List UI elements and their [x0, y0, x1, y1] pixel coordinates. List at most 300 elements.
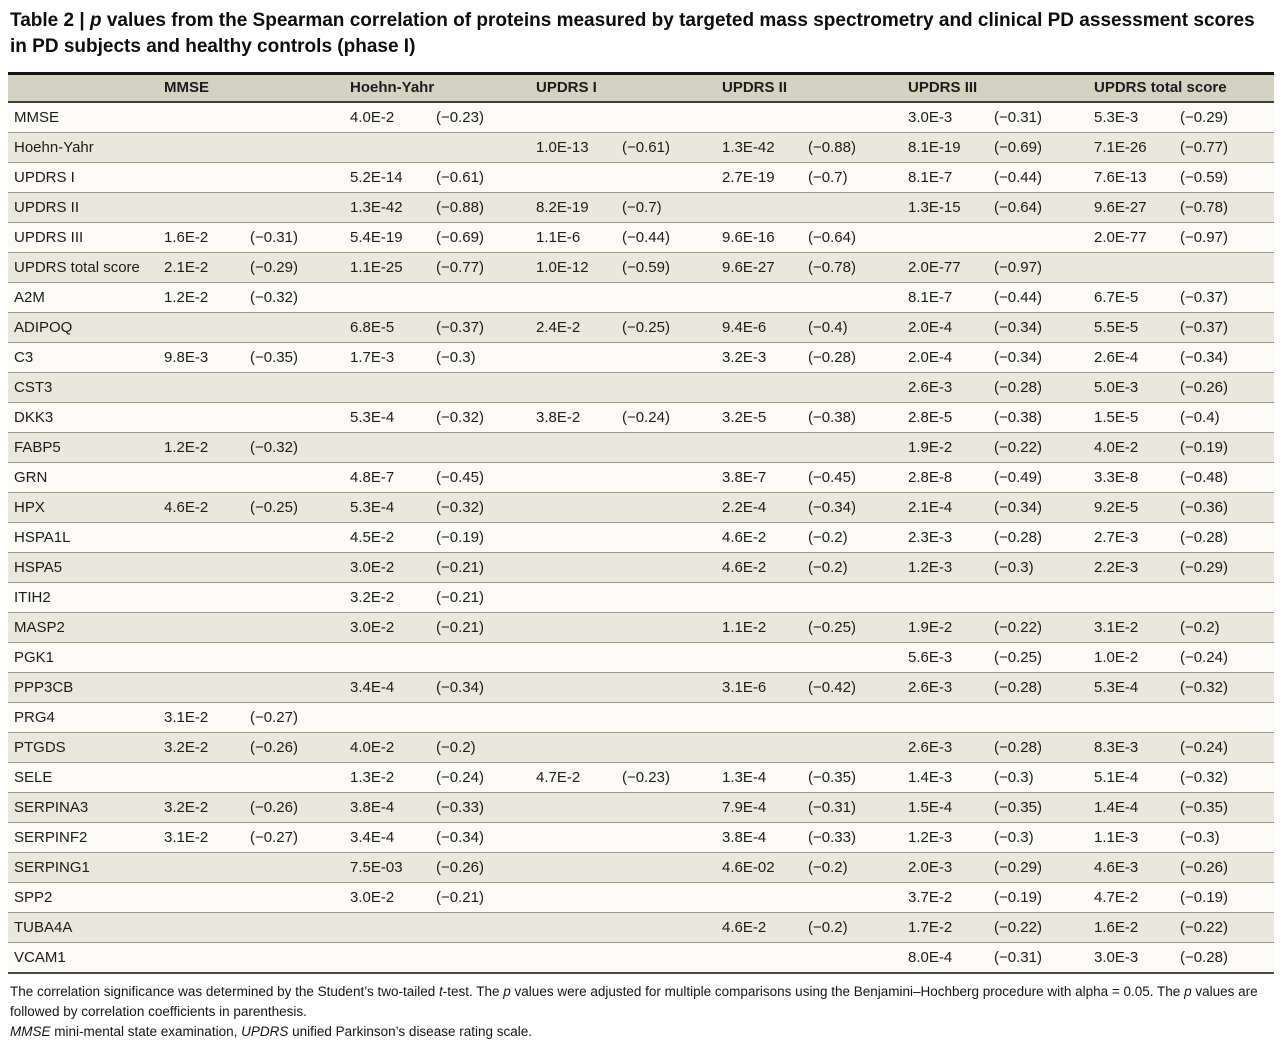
protein-label: UPDRS III	[8, 223, 158, 253]
protein-label: C3	[8, 343, 158, 373]
p-value-cell: 6.8E-5	[344, 313, 430, 343]
correlation-cell: (−0.24)	[616, 403, 716, 433]
p-value-cell: 1.3E-42	[344, 193, 430, 223]
table-row	[8, 823, 1274, 853]
correlation-cell	[802, 433, 902, 463]
correlation-cell	[244, 163, 344, 193]
p-value-cell: 4.0E-2	[344, 733, 430, 763]
correlation-cell	[988, 583, 1088, 613]
correlation-cell: (−0.36)	[1174, 493, 1274, 523]
correlation-cell	[988, 703, 1088, 733]
p-value-cell	[530, 343, 616, 373]
correlation-cell: (−0.29)	[1180, 109, 1228, 126]
correlation-cell: (−0.7)	[616, 193, 716, 223]
table-row	[8, 913, 1274, 943]
p-value-cell	[158, 163, 244, 193]
correlation-cell: (−0.32)	[1174, 763, 1274, 793]
correlation-cell	[802, 283, 902, 313]
correlation-cell	[802, 373, 902, 403]
p-value-cell: 1.4E-3	[902, 763, 988, 793]
correlation-cell	[430, 373, 530, 403]
correlation-cell: (−0.19)	[988, 883, 1088, 913]
table-row	[8, 433, 1274, 463]
table-title	[10, 8, 1260, 60]
correlation-cell: (−0.22)	[1174, 913, 1274, 943]
p-value-cell: 4.8E-7	[344, 463, 430, 493]
italic-text: p	[503, 984, 511, 999]
text-run: -test. The	[442, 984, 504, 999]
correlation-cell	[1174, 703, 1274, 733]
p-value-cell	[530, 643, 616, 673]
correlation-cell: (−0.44)	[616, 223, 716, 253]
table-row	[8, 102, 1274, 133]
correlation-cell: (−0.23)	[436, 109, 484, 126]
correlation-cell: (−0.3)	[988, 553, 1088, 583]
correlation-cell: (−0.34)	[430, 673, 530, 703]
p-value-cell: 7.5E-03	[344, 853, 430, 883]
p-value-cell	[530, 823, 616, 853]
p-value-cell: 9.6E-27	[716, 253, 802, 283]
p-value-cell: 3.1E-2	[158, 703, 244, 733]
protein-label: PTGDS	[8, 733, 158, 763]
p-value-cell: 4.7E-2	[530, 763, 616, 793]
p-value-cell: 2.6E-3	[902, 373, 988, 403]
p-value-cell: 3.0E-3	[1088, 943, 1174, 974]
table-row	[8, 283, 1274, 313]
p-value-cell: 7.6E-13	[1088, 163, 1174, 193]
table-row	[8, 223, 1274, 253]
p-value-cell: 1.3E-42	[716, 133, 802, 163]
correlation-cell: (−0.2)	[430, 733, 530, 763]
correlation-cell	[616, 163, 716, 193]
correlation-cell	[802, 643, 902, 673]
correlation-cell: (−0.59)	[616, 253, 716, 283]
p-value-cell	[158, 673, 244, 703]
correlation-cell	[616, 102, 716, 133]
correlation-cell	[616, 433, 716, 463]
protein-label: ADIPOQ	[8, 313, 158, 343]
p-value-cell: 1.1E-3	[1088, 823, 1174, 853]
p-value-cell	[716, 373, 802, 403]
header-cell: Hoehn-Yahr	[344, 74, 530, 103]
correlation-cell	[244, 133, 344, 163]
correlation-table	[8, 72, 1274, 974]
correlation-cell: (−0.28)	[988, 733, 1088, 763]
header-cell: MMSE	[158, 74, 344, 103]
p-value-cell: 4.6E-3	[1088, 853, 1174, 883]
correlation-cell: (−0.31)	[994, 109, 1042, 126]
p-value-cell	[344, 703, 430, 733]
p-value-cell: 8.1E-7	[902, 163, 988, 193]
correlation-cell: (−0.61)	[616, 133, 716, 163]
p-value-cell: 8.1E-19	[902, 133, 988, 163]
p-value-cell	[158, 313, 244, 343]
table-row	[8, 133, 1274, 163]
p-value-cell: 3.0E-3	[908, 109, 953, 126]
p-value-cell: 3.2E-2	[158, 733, 244, 763]
p-value-cell: 2.3E-3	[902, 523, 988, 553]
footnote-line	[10, 1022, 1270, 1042]
text-run: Table 2 |	[10, 10, 90, 31]
p-value-cell	[158, 583, 244, 613]
correlation-cell: (−0.31)	[802, 793, 902, 823]
correlation-cell	[244, 523, 344, 553]
p-value-cell: 3.8E-2	[530, 403, 616, 433]
correlation-cell	[616, 673, 716, 703]
protein-label: UPDRS I	[8, 163, 158, 193]
correlation-cell	[802, 583, 902, 613]
p-value-cell: 6.7E-5	[1088, 283, 1174, 313]
correlation-cell: (−0.26)	[244, 793, 344, 823]
p-value-cell: 1.7E-3	[344, 343, 430, 373]
p-value-cell: 2.6E-3	[902, 733, 988, 763]
p-value-cell: 1.9E-2	[902, 433, 988, 463]
p-value-cell	[158, 523, 244, 553]
p-value-cell: 4.0E-2	[1088, 433, 1174, 463]
p-value-cell	[530, 883, 616, 913]
correlation-cell: (−0.31)	[244, 223, 344, 253]
protein-label: A2M	[8, 283, 158, 313]
correlation-cell: (−0.26)	[244, 733, 344, 763]
correlation-cell: (−0.44)	[988, 163, 1088, 193]
protein-label: CST3	[8, 373, 158, 403]
correlation-cell: (−0.34)	[988, 493, 1088, 523]
correlation-cell: (−0.2)	[802, 853, 902, 883]
correlation-cell: (−0.35)	[1174, 793, 1274, 823]
p-value-cell: 8.2E-19	[530, 193, 616, 223]
correlation-cell: (−0.22)	[988, 913, 1088, 943]
table-row	[8, 343, 1274, 373]
correlation-cell	[430, 643, 530, 673]
protein-label: SERPINF2	[8, 823, 158, 853]
p-value-cell	[158, 193, 244, 223]
correlation-cell: (−0.26)	[1174, 853, 1274, 883]
table-row	[8, 703, 1274, 733]
p-value-cell	[902, 583, 988, 613]
p-value-cell: 1.0E-13	[530, 133, 616, 163]
protein-label: TUBA4A	[8, 913, 158, 943]
p-value-cell	[158, 553, 244, 583]
p-value-cell	[530, 733, 616, 763]
p-value-cell: 4.5E-2	[344, 523, 430, 553]
p-value-cell: 2.0E-77	[902, 253, 988, 283]
protein-label: HSPA1L	[8, 523, 158, 553]
p-value-cell: 1.1E-2	[716, 613, 802, 643]
table-row	[8, 763, 1274, 793]
p-value-cell: 9.6E-27	[1088, 193, 1174, 223]
correlation-cell: (−0.34)	[988, 313, 1088, 343]
p-value-cell: 3.3E-8	[1088, 463, 1174, 493]
p-value-cell: 2.8E-8	[902, 463, 988, 493]
p-value-cell	[716, 433, 802, 463]
p-value-cell: 3.1E-2	[1088, 613, 1174, 643]
correlation-cell: (−0.28)	[802, 343, 902, 373]
correlation-cell: (−0.23)	[616, 763, 716, 793]
correlation-cell	[430, 703, 530, 733]
p-value-cell: 4.7E-2	[1088, 883, 1174, 913]
header-cell: UPDRS II	[716, 74, 902, 103]
correlation-cell	[244, 913, 344, 943]
correlation-cell: (−0.69)	[430, 223, 530, 253]
correlation-cell: (−0.3)	[988, 823, 1088, 853]
footnote-line	[10, 982, 1270, 1022]
correlation-cell: (−0.3)	[1174, 823, 1274, 853]
p-value-cell	[530, 583, 616, 613]
p-value-cell: 1.6E-2	[158, 223, 244, 253]
correlation-cell: (−0.31)	[988, 943, 1088, 974]
correlation-cell: (−0.49)	[988, 463, 1088, 493]
correlation-cell	[1174, 583, 1274, 613]
p-value-cell: 2.8E-5	[902, 403, 988, 433]
correlation-cell	[616, 703, 716, 733]
correlation-cell: (−0.33)	[430, 793, 530, 823]
p-value-cell	[530, 673, 616, 703]
table-row	[8, 733, 1274, 763]
correlation-cell	[244, 403, 344, 433]
correlation-cell: (−0.32)	[244, 283, 344, 313]
p-value-cell: 3.2E-2	[344, 583, 430, 613]
correlation-cell: (−0.35)	[802, 763, 902, 793]
p-value-cell: 3.0E-2	[344, 883, 430, 913]
correlation-cell: (−0.77)	[430, 253, 530, 283]
p-value-cell	[158, 102, 244, 133]
correlation-cell	[1174, 253, 1274, 283]
correlation-cell	[802, 733, 902, 763]
p-value-cell	[158, 613, 244, 643]
footnotes	[10, 982, 1270, 1042]
p-value-cell: 2.0E-77	[1088, 223, 1174, 253]
p-value-cell	[530, 913, 616, 943]
text-run: values were adjusted for multiple comparisons using the Benjamini–Hochberg procedure with alpha = 0.05. The	[510, 984, 1185, 999]
p-value-cell: 2.0E-3	[902, 853, 988, 883]
correlation-cell	[244, 853, 344, 883]
correlation-cell	[244, 553, 344, 583]
correlation-cell: (−0.38)	[988, 403, 1088, 433]
protein-label: SERPING1	[8, 853, 158, 883]
p-value-cell	[716, 943, 802, 974]
correlation-cell: (−0.22)	[988, 613, 1088, 643]
correlation-cell	[244, 643, 344, 673]
correlation-cell: (−0.34)	[430, 823, 530, 853]
correlation-cell: (−0.3)	[430, 343, 530, 373]
protein-label: SERPINA3	[8, 793, 158, 823]
p-value-cell: 1.1E-6	[530, 223, 616, 253]
protein-label: GRN	[8, 463, 158, 493]
protein-label: UPDRS total score	[8, 253, 158, 283]
table-row	[8, 613, 1274, 643]
correlation-cell: (−0.21)	[430, 883, 530, 913]
p-value-cell	[344, 373, 430, 403]
correlation-cell	[430, 283, 530, 313]
text-run: The correlation significance was determined by the Student’s two-tailed	[10, 984, 439, 999]
correlation-cell	[988, 223, 1088, 253]
correlation-cell: (−0.97)	[988, 253, 1088, 283]
p-value-cell: 5.2E-14	[344, 163, 430, 193]
p-value-cell: 4.6E-2	[716, 523, 802, 553]
p-value-cell: 1.7E-2	[902, 913, 988, 943]
p-value-cell	[158, 403, 244, 433]
correlation-cell	[616, 613, 716, 643]
correlation-cell	[430, 133, 530, 163]
correlation-cell: (−0.2)	[1174, 613, 1274, 643]
correlation-cell: (−0.3)	[988, 763, 1088, 793]
p-value-cell	[530, 613, 616, 643]
p-value-cell: 2.2E-4	[716, 493, 802, 523]
correlation-cell	[802, 943, 902, 974]
italic-text: p	[1184, 984, 1192, 999]
p-value-cell	[530, 943, 616, 974]
italic-text: p	[89, 10, 102, 31]
protein-label: HPX	[8, 493, 158, 523]
p-value-cell	[716, 733, 802, 763]
italic-text: t	[438, 984, 443, 999]
table-row	[8, 313, 1274, 343]
p-value-cell: 1.3E-15	[902, 193, 988, 223]
p-value-cell	[716, 703, 802, 733]
p-value-cell	[344, 433, 430, 463]
p-value-cell: 3.8E-4	[344, 793, 430, 823]
correlation-cell: (−0.7)	[802, 163, 902, 193]
p-value-cell: 9.6E-16	[716, 223, 802, 253]
text-run: mini-mental state examination,	[50, 1024, 242, 1039]
p-value-cell: 2.0E-4	[902, 343, 988, 373]
correlation-cell: (−0.34)	[988, 343, 1088, 373]
p-value-cell: 1.1E-25	[344, 253, 430, 283]
p-value-cell	[158, 133, 244, 163]
p-value-cell: 3.4E-4	[344, 823, 430, 853]
correlation-cell: (−0.28)	[1174, 943, 1274, 974]
correlation-cell: (−0.45)	[430, 463, 530, 493]
correlation-cell: (−0.35)	[988, 793, 1088, 823]
p-value-cell	[902, 703, 988, 733]
correlation-cell: (−0.35)	[244, 343, 344, 373]
protein-label: SELE	[8, 763, 158, 793]
correlation-cell: (−0.28)	[988, 523, 1088, 553]
table-row	[8, 643, 1274, 673]
correlation-cell: (−0.21)	[430, 583, 530, 613]
correlation-cell: (−0.24)	[1174, 643, 1274, 673]
p-value-cell: 2.1E-4	[902, 493, 988, 523]
p-value-cell: 1.2E-2	[158, 283, 244, 313]
protein-label: MASP2	[8, 613, 158, 643]
correlation-cell	[244, 883, 344, 913]
correlation-cell: (−0.37)	[1174, 283, 1274, 313]
p-value-cell	[716, 102, 802, 133]
p-value-cell	[530, 373, 616, 403]
text-run: unified Parkinson’s disease rating scale.	[288, 1024, 532, 1039]
p-value-cell: 9.8E-3	[158, 343, 244, 373]
correlation-cell: (−0.26)	[430, 853, 530, 883]
correlation-cell	[430, 433, 530, 463]
correlation-cell: (−0.44)	[988, 283, 1088, 313]
p-value-cell: 5.3E-4	[1088, 673, 1174, 703]
p-value-cell: 1.5E-4	[902, 793, 988, 823]
correlation-cell	[430, 913, 530, 943]
p-value-cell	[158, 883, 244, 913]
correlation-cell	[616, 883, 716, 913]
italic-text: UPDRS	[241, 1024, 289, 1039]
correlation-cell: (−0.61)	[430, 163, 530, 193]
correlation-cell	[616, 823, 716, 853]
p-value-cell	[344, 943, 430, 974]
p-value-cell	[530, 553, 616, 583]
p-value-cell: 4.6E-2	[716, 553, 802, 583]
protein-label: DKK3	[8, 403, 158, 433]
correlation-cell: (−0.24)	[430, 763, 530, 793]
p-value-cell: 7.9E-4	[716, 793, 802, 823]
correlation-cell	[616, 643, 716, 673]
header-cell-empty	[8, 74, 158, 103]
correlation-cell: (−0.21)	[430, 613, 530, 643]
protein-label: Hoehn-Yahr	[8, 133, 158, 163]
correlation-cell: (−0.59)	[1174, 163, 1274, 193]
p-value-cell: 3.4E-4	[344, 673, 430, 703]
correlation-cell	[616, 943, 716, 974]
p-value-cell	[716, 583, 802, 613]
correlation-cell: (−0.2)	[802, 523, 902, 553]
p-value-cell: 3.8E-4	[716, 823, 802, 853]
correlation-cell	[616, 853, 716, 883]
italic-text: MMSE	[10, 1024, 51, 1039]
correlation-cell	[616, 553, 716, 583]
correlation-cell	[802, 703, 902, 733]
correlation-cell: (−0.77)	[1174, 133, 1274, 163]
table-row	[8, 193, 1274, 223]
p-value-cell	[530, 493, 616, 523]
table-body	[8, 102, 1274, 973]
correlation-cell: (−0.88)	[802, 133, 902, 163]
header-cell: UPDRS III	[902, 74, 1088, 103]
p-value-cell: 1.3E-4	[716, 763, 802, 793]
p-value-cell: 1.9E-2	[902, 613, 988, 643]
p-value-cell: 1.3E-2	[344, 763, 430, 793]
p-value-cell	[158, 643, 244, 673]
p-value-cell: 3.0E-2	[344, 553, 430, 583]
correlation-cell	[616, 733, 716, 763]
p-value-cell	[530, 463, 616, 493]
correlation-cell	[244, 673, 344, 703]
p-value-cell	[530, 853, 616, 883]
correlation-cell: (−0.28)	[1174, 523, 1274, 553]
p-value-cell	[158, 373, 244, 403]
correlation-cell: (−0.29)	[1174, 553, 1274, 583]
correlation-cell: (−0.32)	[430, 493, 530, 523]
p-value-cell: 1.4E-4	[1088, 793, 1174, 823]
table-row	[8, 883, 1274, 913]
correlation-cell: (−0.38)	[802, 403, 902, 433]
p-value-cell: 3.7E-2	[902, 883, 988, 913]
correlation-cell	[244, 193, 344, 223]
table-row	[8, 943, 1274, 974]
correlation-cell: (−0.32)	[430, 403, 530, 433]
correlation-cell: (−0.27)	[244, 823, 344, 853]
table-row	[8, 793, 1274, 823]
correlation-cell: (−0.48)	[1174, 463, 1274, 493]
correlation-cell	[616, 583, 716, 613]
p-value-cell	[344, 283, 430, 313]
correlation-cell: (−0.25)	[988, 643, 1088, 673]
correlation-cell	[616, 523, 716, 553]
correlation-cell: (−0.45)	[802, 463, 902, 493]
p-value-cell: 2.7E-19	[716, 163, 802, 193]
p-value-cell: 3.8E-7	[716, 463, 802, 493]
p-value-cell: 5.3E-4	[344, 403, 430, 433]
table-head	[8, 74, 1274, 103]
p-value-cell: 4.6E-2	[716, 913, 802, 943]
correlation-cell	[244, 463, 344, 493]
correlation-cell	[802, 193, 902, 223]
correlation-cell: (−0.2)	[802, 913, 902, 943]
